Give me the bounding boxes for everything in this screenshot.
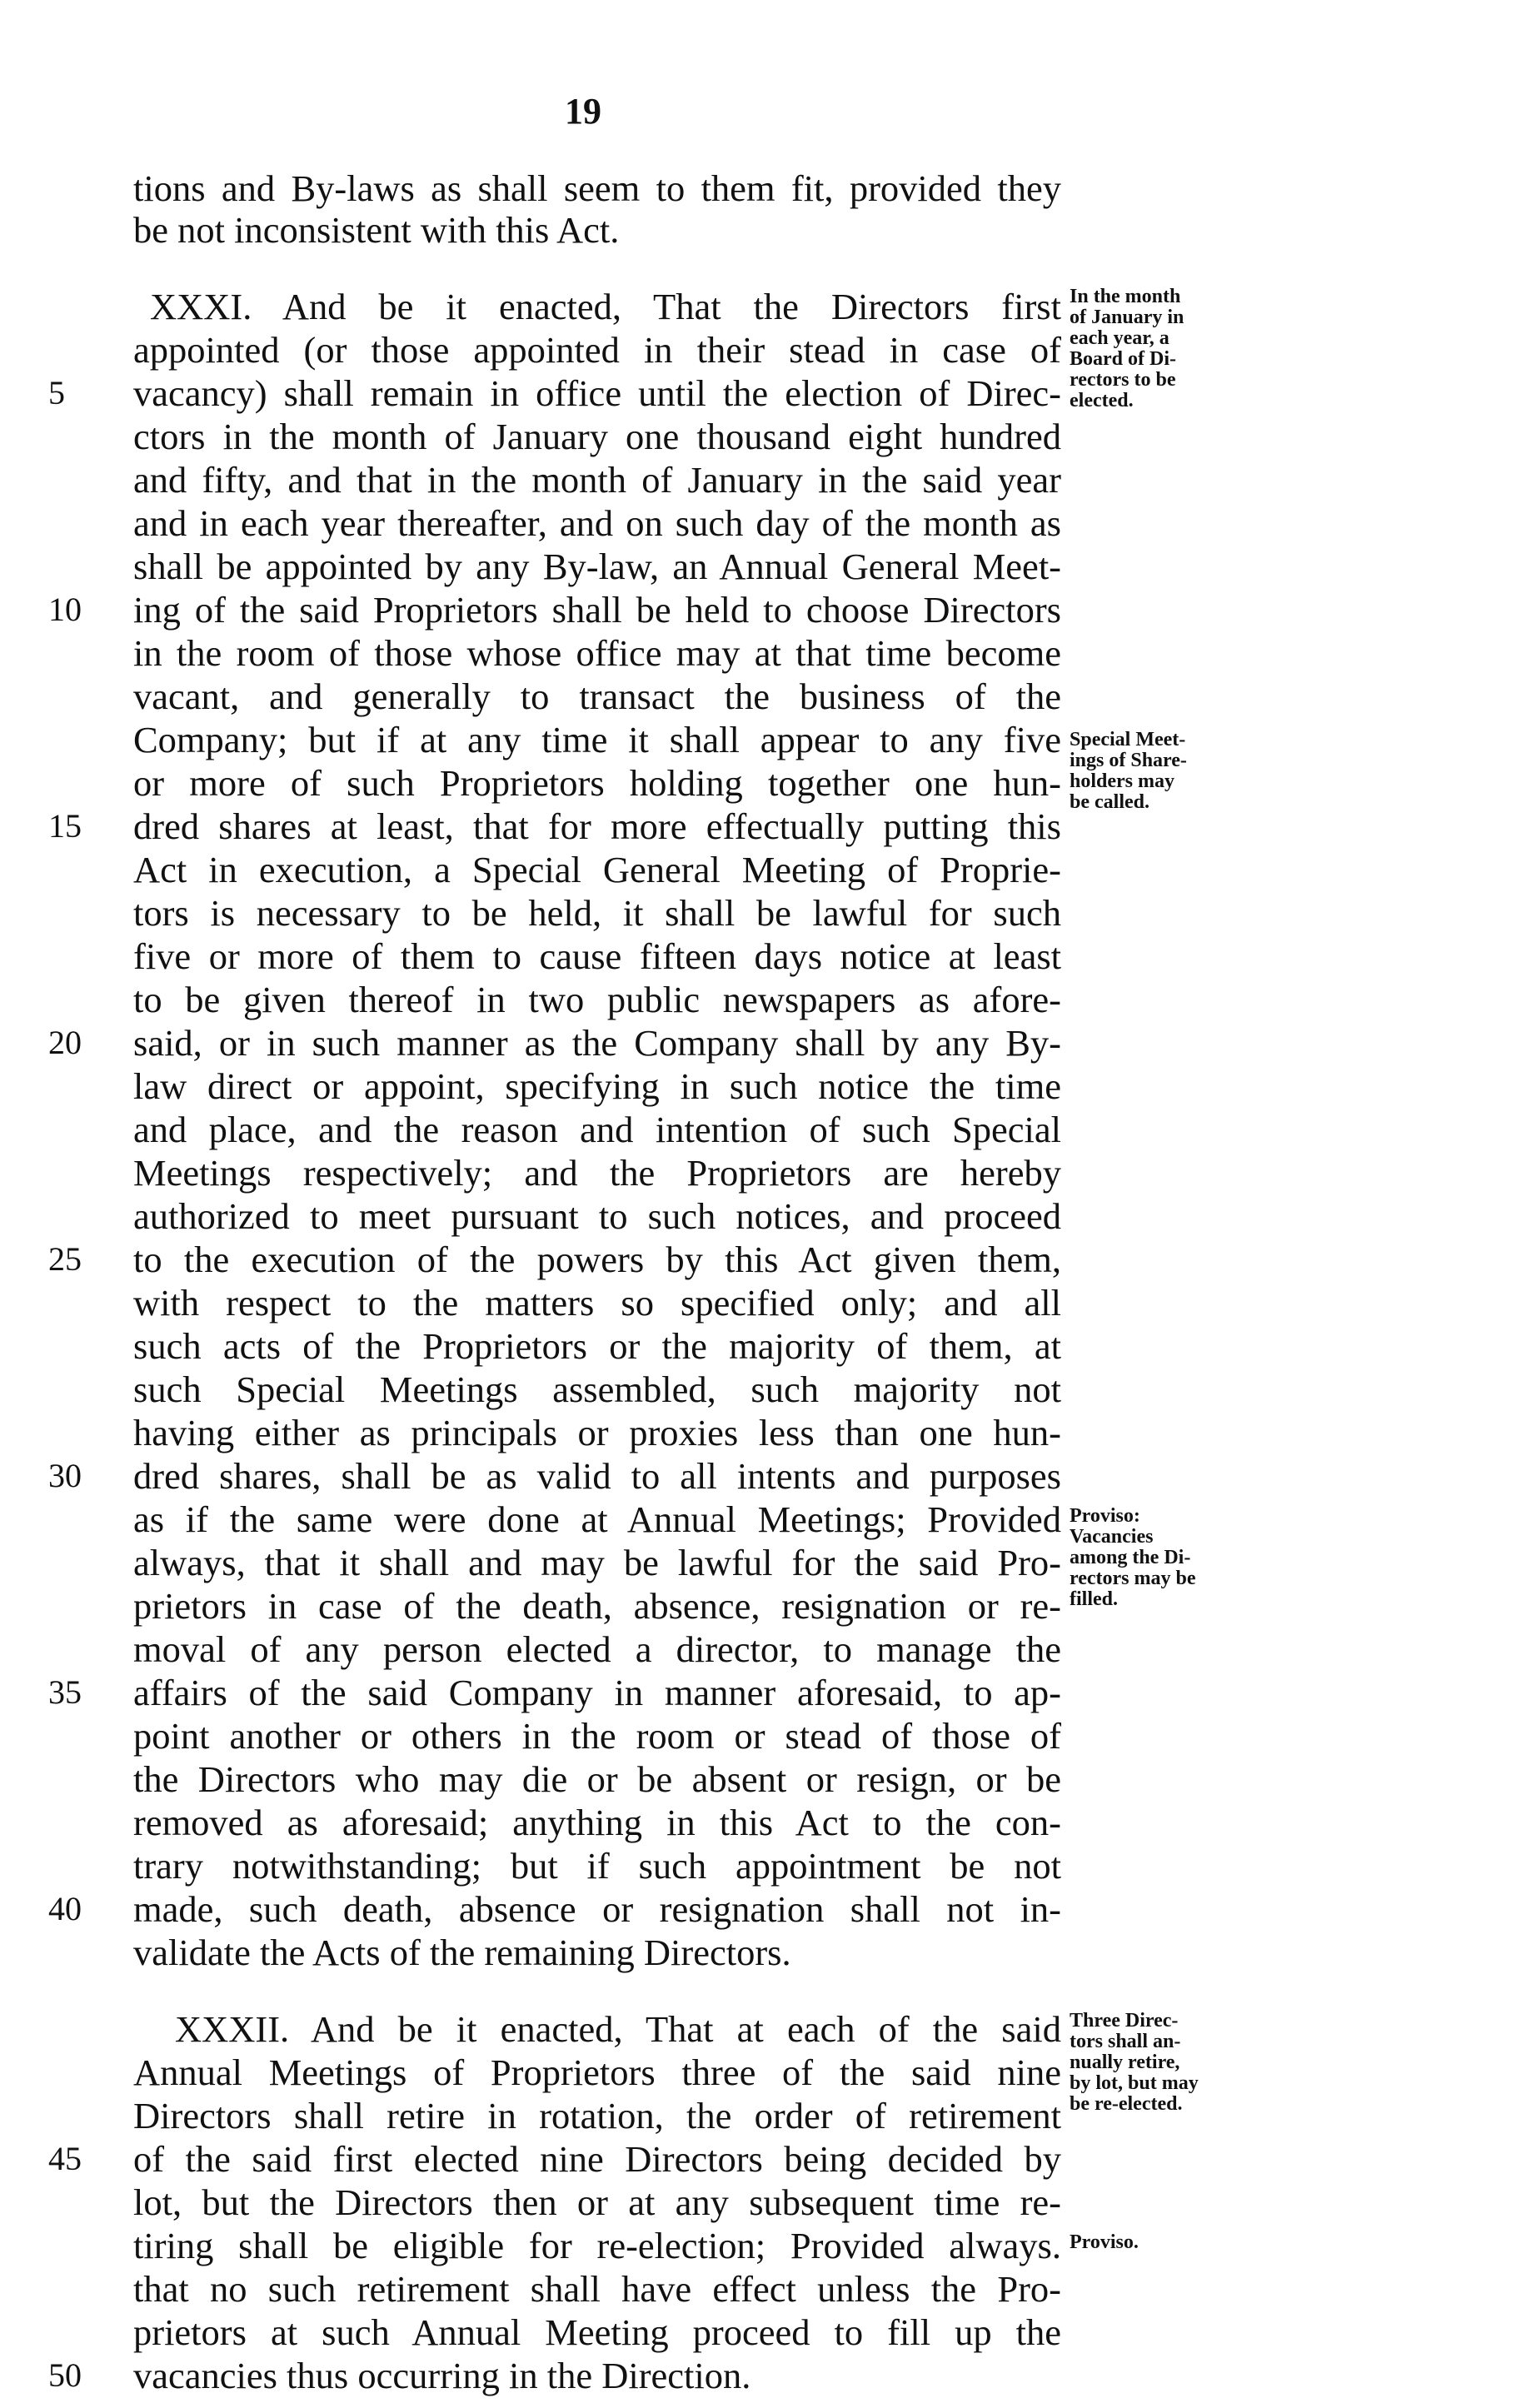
text-line: ctors in the month of January one thousand eight hundred bbox=[133, 416, 1061, 457]
text-line: Annual Meetings of Proprietors three of the said nine bbox=[133, 2052, 1061, 2093]
text-line: XXXII. And be it enacted, That at each of the said bbox=[175, 2008, 1061, 2050]
marginal-note-line: Vacancies bbox=[1070, 1526, 1154, 1548]
text-line: and place, and the reason and intention of such Special bbox=[133, 1109, 1061, 1150]
text-line: lot, but the Directors then or at any subsequent time re- bbox=[133, 2181, 1061, 2223]
text-line: point another or others in the room or stead of those of bbox=[133, 1715, 1061, 1757]
line-number: 30 bbox=[48, 1457, 82, 1494]
text-line: law direct or appoint, specifying in such notice the time bbox=[133, 1065, 1061, 1107]
text-line: Company; but if at any time it shall appear to any five bbox=[133, 719, 1061, 760]
text-line: authorized to meet pursuant to such notices, and proceed bbox=[133, 1195, 1061, 1237]
text-line: vacancy) shall remain in office until the election of Direc- bbox=[133, 372, 1061, 414]
text-line: and fifty, and that in the month of January in the said year bbox=[133, 459, 1061, 501]
marginal-note-line: holders may bbox=[1070, 770, 1174, 792]
text-line: Act in execution, a Special General Meeting of Proprie- bbox=[133, 849, 1061, 890]
marginal-note-line: be called. bbox=[1070, 791, 1149, 813]
text-line: shall be appointed by any By-law, an Annual General Meet- bbox=[133, 546, 1061, 587]
text-line: tiring shall be eligible for re-election; Provided always. bbox=[133, 2225, 1061, 2266]
text-line: always, that it shall and may be lawful for the said Pro- bbox=[133, 1542, 1061, 1583]
marginal-note-line: tors shall an- bbox=[1070, 2031, 1181, 2052]
text-line: vacant, and generally to transact the business of the bbox=[133, 676, 1061, 717]
text-line: Directors shall retire in rotation, the order of retirement bbox=[133, 2095, 1061, 2136]
line-number: 50 bbox=[48, 2356, 82, 2394]
text-line: prietors in case of the death, absence, resignation or re- bbox=[133, 1585, 1061, 1627]
marginal-note-line: filled. bbox=[1070, 1588, 1118, 1610]
marginal-note-line: each year, a bbox=[1070, 327, 1169, 349]
text-line: XXXI. And be it enacted, That the Directors first bbox=[150, 286, 1061, 327]
marginal-note-line: ings of Share- bbox=[1070, 750, 1187, 771]
text-line: with respect to the matters so specified only; and all bbox=[133, 1282, 1061, 1324]
text-line: and in each year thereafter, and on such day of the month as bbox=[133, 502, 1061, 544]
marginal-note bbox=[1070, 1506, 1236, 1610]
text-line: such acts of the Proprietors or the majority of them, at bbox=[133, 1325, 1061, 1367]
marginal-note-line: Proviso. bbox=[1070, 2231, 1139, 2253]
text-line: Meetings respectively; and the Proprietors are hereby bbox=[133, 1152, 1061, 1194]
marginal-note bbox=[1070, 2232, 1236, 2253]
line-number: 15 bbox=[48, 807, 82, 845]
text-line: be not inconsistent with this Act. bbox=[133, 209, 620, 251]
marginal-note-line: of January in bbox=[1070, 307, 1184, 328]
text-line: dred shares at least, that for more effectually putting this bbox=[133, 805, 1061, 847]
text-line: of the said first elected nine Directors being decided by bbox=[133, 2138, 1061, 2180]
text-line: prietors at such Annual Meeting proceed to fill up the bbox=[133, 2311, 1061, 2353]
page-number: 19 bbox=[565, 91, 601, 132]
text-line: tors is necessary to be held, it shall be lawful for such bbox=[133, 892, 1061, 934]
text-line: said, or in such manner as the Company shall by any By- bbox=[133, 1022, 1061, 1064]
line-number: 40 bbox=[48, 1890, 82, 1927]
text-line: ing of the said Proprietors shall be held to choose Directors bbox=[133, 589, 1061, 631]
marginal-note-line: among the Di- bbox=[1070, 1547, 1191, 1568]
marginal-note bbox=[1070, 2011, 1236, 2115]
text-line: vacancies thus occurring in the Direction. bbox=[133, 2355, 751, 2396]
marginal-note-line: In the month bbox=[1070, 286, 1181, 307]
text-line: such Special Meetings assembled, such majority not bbox=[133, 1369, 1061, 1410]
marginal-note-line: rectors may be bbox=[1070, 1568, 1196, 1589]
line-number: 20 bbox=[48, 1024, 82, 1061]
text-line: affairs of the said Company in manner aforesaid, to ap- bbox=[133, 1672, 1061, 1713]
marginal-note bbox=[1070, 730, 1236, 813]
text-line: to the execution of the powers by this Act given them, bbox=[133, 1239, 1061, 1280]
text-line: tions and By-laws as shall seem to them fit, provided they bbox=[133, 167, 1061, 209]
text-line: having either as principals or proxies less than one hun- bbox=[133, 1412, 1061, 1453]
text-line: moval of any person elected a director, to manage the bbox=[133, 1628, 1061, 1670]
marginal-note bbox=[1070, 287, 1236, 411]
marginal-note-line: be re-elected. bbox=[1070, 2093, 1183, 2115]
marginal-note-line: Special Meet- bbox=[1070, 729, 1186, 750]
text-line: the Directors who may die or be absent or resign, or be bbox=[133, 1758, 1061, 1800]
marginal-note-line: Proviso: bbox=[1070, 1505, 1140, 1527]
marginal-note-line: elected. bbox=[1070, 390, 1134, 411]
text-line: as if the same were done at Annual Meetings; Provided bbox=[133, 1498, 1061, 1540]
text-line: or more of such Proprietors holding together one hun- bbox=[133, 762, 1061, 804]
text-line: trary notwithstanding; but if such appointment be not bbox=[133, 1845, 1061, 1887]
text-line: appointed (or those appointed in their stead in case of bbox=[133, 329, 1061, 371]
text-line: validate the Acts of the remaining Directors. bbox=[133, 1932, 791, 1973]
text-line: that no such retirement shall have effect unless the Pro- bbox=[133, 2268, 1061, 2310]
line-number: 5 bbox=[48, 374, 65, 411]
text-line: five or more of them to cause fifteen days notice at least bbox=[133, 935, 1061, 977]
marginal-note-line: Board of Di- bbox=[1070, 348, 1176, 370]
marginal-note-line: nually retire, bbox=[1070, 2052, 1180, 2073]
line-number: 25 bbox=[48, 1240, 82, 1278]
text-line: removed as aforesaid; anything in this Act to the con- bbox=[133, 1802, 1061, 1843]
text-line: made, such death, absence or resignation shall not in- bbox=[133, 1888, 1061, 1930]
text-line: in the room of those whose office may at that time become bbox=[133, 632, 1061, 674]
line-number: 10 bbox=[48, 591, 82, 628]
text-line: to be given thereof in two public newspapers as afore- bbox=[133, 979, 1061, 1020]
marginal-note-line: Three Direc- bbox=[1070, 2010, 1179, 2032]
text-line: dred shares, shall be as valid to all intents and purposes bbox=[133, 1455, 1061, 1497]
line-number: 45 bbox=[48, 2140, 82, 2177]
marginal-note-line: by lot, but may bbox=[1070, 2072, 1199, 2094]
marginal-note-line: rectors to be bbox=[1070, 369, 1176, 391]
line-number: 35 bbox=[48, 1673, 82, 1711]
